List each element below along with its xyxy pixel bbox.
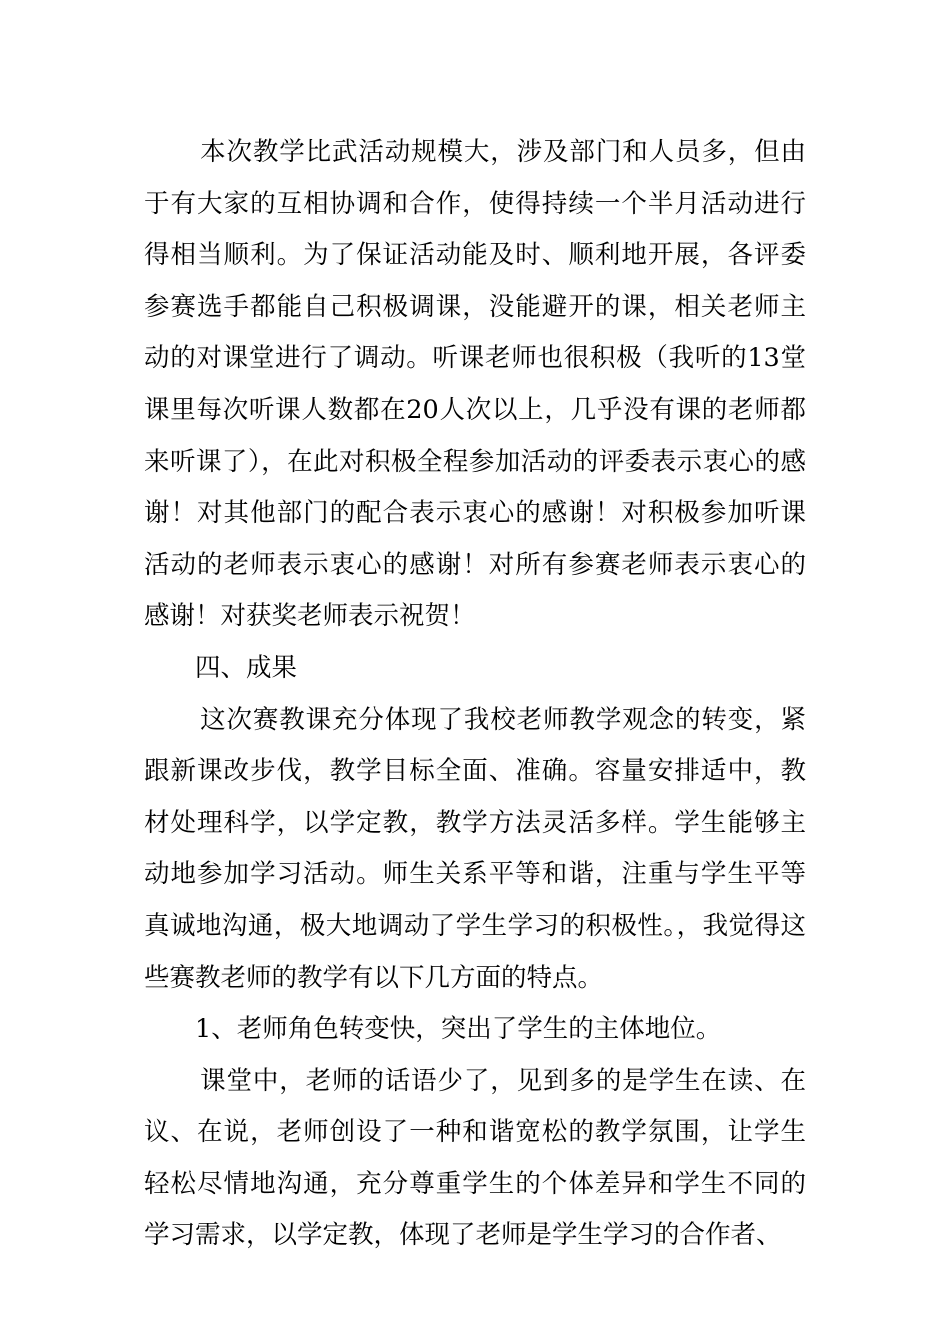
subheading-teacher-role: 1、老师角色转变快，突出了学生的主体地位。 [195,1014,722,1045]
paragraph-classroom: 课堂中，老师的话语少了，见到多的是学生在读、在议、在说，老师创设了一种和谐宽松的教学氛围，让学生轻松尽情地沟通，充分尊重学生的个体差异和学生不同的学习需求，以学定教，体现了老师是学生学习的合作者、 [144,1065,806,1251]
paragraph-competition-thanks: 本次教学比武活动规模大，涉及部门和人员多，但由于有大家的互相协调和合作，使得持续一个半月活动进行得相当顺利。为了保证活动能及时、顺利地开展，各评委参赛选手都能自己积极调课，没能避开的课，相关老师主动的对课堂进行了调动。听课老师也很积极（我听的13堂课里每次听课人数都在20人次以上，几乎没有课的老师都来听课了），在此对积极全程参加活动的评委表示衷心的感谢！对其他部门的配合表示衷心的感谢！对积极参加听课活动的老师表示衷心的感谢！对所有参赛老师表示衷心的感谢！对获奖老师表示祝贺！ [144,137,806,632]
section-heading-results: 四、成果 [195,652,298,683]
paragraph-results-summary: 这次赛教课充分体现了我校老师教学观念的转变，紧跟新课改步伐，教学目标全面、准确。容量安排适中，教材处理科学，以学定教，教学方法灵活多样。学生能够主动地参加学习活动。师生关系平等和谐，注重与学生平等真诚地沟通，极大地调动了学生学习的积极性。，我觉得这些赛教老师的教学有以下几方面的特点。 [144,704,806,993]
document-body [144,127,806,1262]
